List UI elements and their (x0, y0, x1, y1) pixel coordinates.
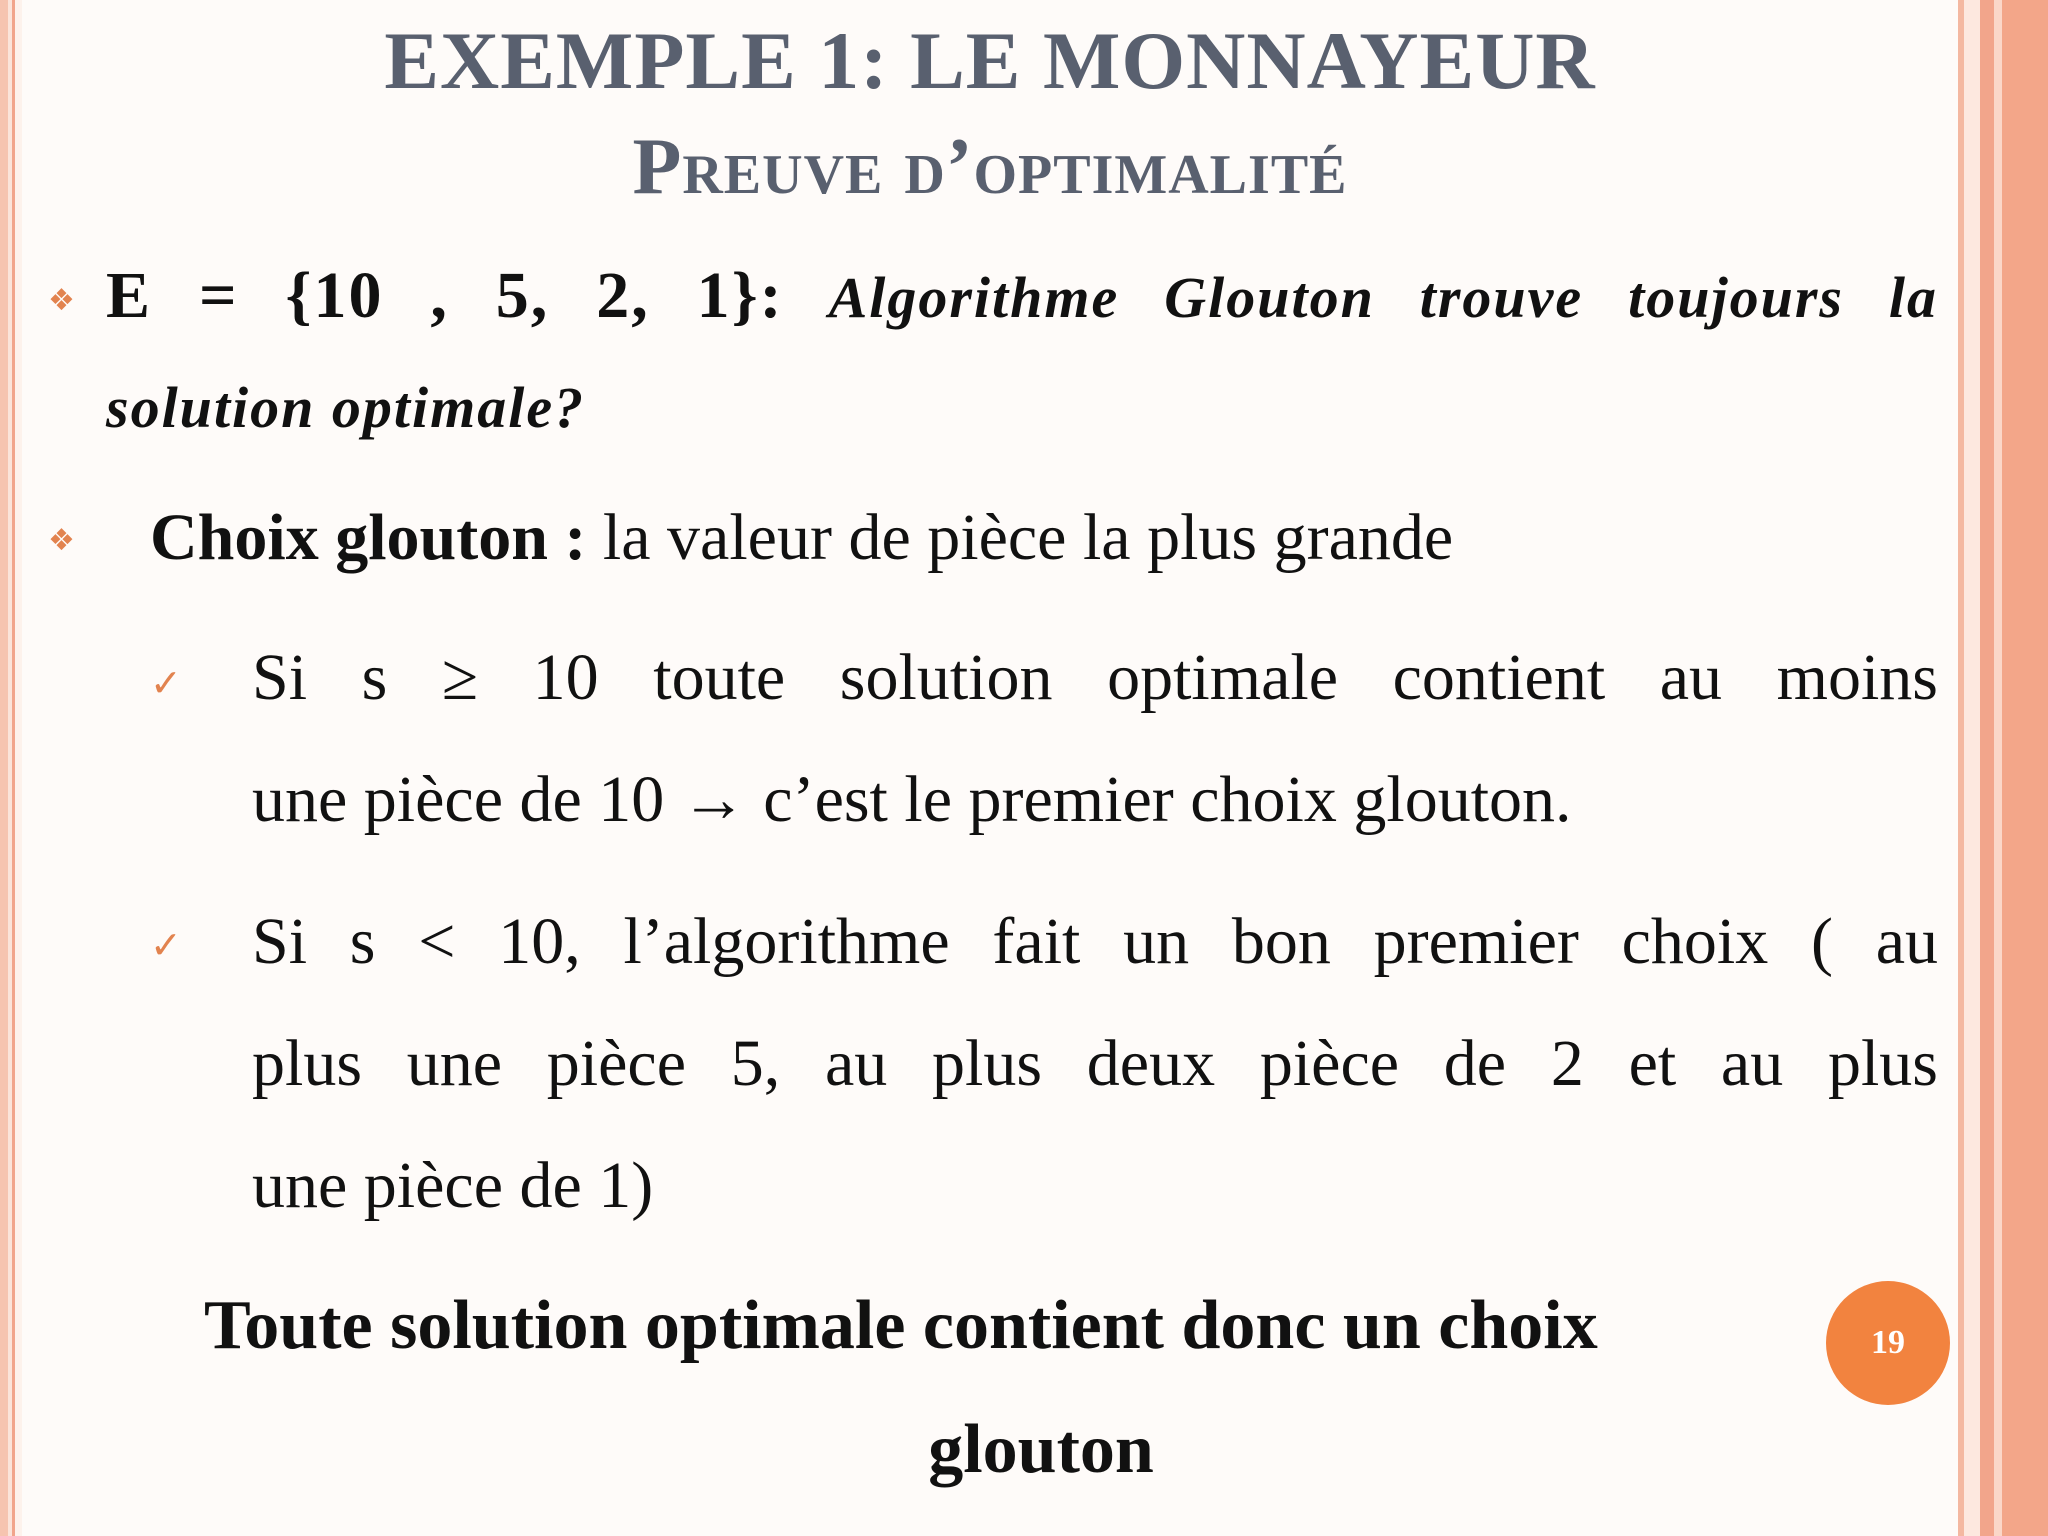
bullet-1-line-1 (106, 256, 1938, 336)
check-2-line-1: Si s < 10, l’algorithme fait un bon premier choix ( au (252, 905, 1938, 978)
check-2-line-3: une pièce de 1) (252, 1149, 654, 1222)
question-text-part-2: solution optimale? (106, 375, 586, 440)
check-1-line-2: une pièce de 10 → c’est le premier choix glouton. (252, 763, 1572, 836)
four-diamond-bullet-icon: ❖ (48, 283, 75, 318)
check-1-line-1: Si s ≥ 10 toute solution optimale contient au moins (252, 641, 1938, 714)
four-diamond-bullet-icon: ❖ (48, 523, 75, 558)
slide-subtitle: Preuve d’optimalité (632, 123, 1348, 211)
greedy-choice-text: la valeur de pièce la plus grande (602, 501, 1454, 574)
question-text-part-1: Algorithme Glouton trouve toujours la (828, 265, 1939, 330)
slide-left-border (0, 0, 22, 1536)
greedy-choice-label: Choix glouton : (150, 501, 587, 574)
check-mark-icon: ✓ (150, 661, 182, 705)
conclusion-line-2: glouton (928, 1411, 1154, 1488)
page-number: 19 (1871, 1324, 1905, 1361)
check-mark-icon: ✓ (150, 923, 182, 967)
slide-right-border (1958, 0, 2048, 1536)
conclusion-line-1: Toute solution optimale contient donc un choix (204, 1287, 1598, 1364)
set-definition: E = {10 , 5, 2, 1}: (106, 259, 784, 332)
page-number-badge (1826, 1281, 1950, 1405)
check-2-line-2: plus une pièce 5, au plus deux pièce de 2 et au plus (252, 1027, 1938, 1100)
bullet-2-line (150, 498, 1453, 578)
slide-title: EXEMPLE 1: LE MONNAYEUR (384, 15, 1596, 106)
bullet-1-line-2 (106, 366, 585, 448)
